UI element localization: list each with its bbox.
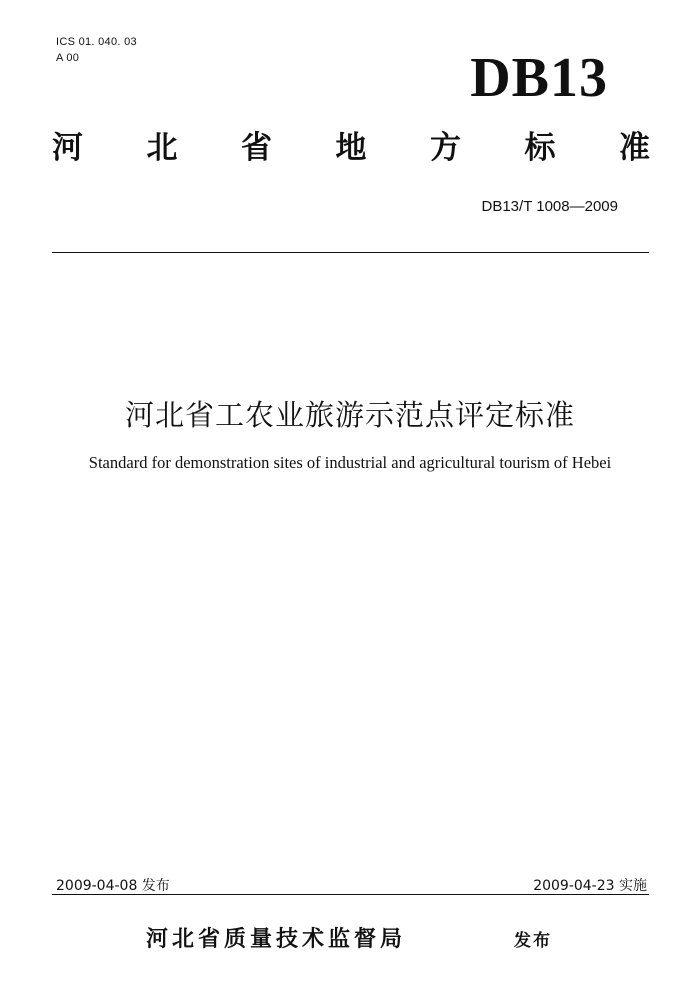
classification-codes: [56, 34, 137, 66]
standard-type-char: 准: [619, 130, 650, 166]
issuing-authority: 河北省质量技术监督局: [146, 927, 407, 952]
ics-code: ICS 01. 040. 03: [56, 36, 137, 48]
issue-label: 发布: [514, 931, 552, 951]
db-code: DB13: [470, 47, 608, 109]
standard-type-char: 地: [335, 130, 367, 166]
standard-number: DB13/T 1008—2009: [481, 198, 618, 215]
standard-type-char: 省: [241, 130, 272, 166]
class-code: A 00: [56, 52, 80, 64]
top-divider: [52, 252, 649, 253]
standard-type-char: 方: [430, 130, 461, 166]
bottom-divider: [52, 894, 649, 895]
standard-type-char: 标: [524, 130, 556, 166]
implementation-date: 2009-04-23 实施: [533, 878, 647, 894]
title-chinese: 河北省工农业旅游示范点评定标准: [124, 398, 575, 432]
issue-date: 2009-04-08 发布: [56, 878, 170, 894]
title-english: Standard for demonstration sites of industrial and agricultural tourism of Hebei: [88, 453, 612, 472]
standard-type-char: 河: [52, 130, 83, 166]
standard-type-char: 北: [146, 130, 178, 166]
standard-type-heading: [52, 128, 650, 168]
